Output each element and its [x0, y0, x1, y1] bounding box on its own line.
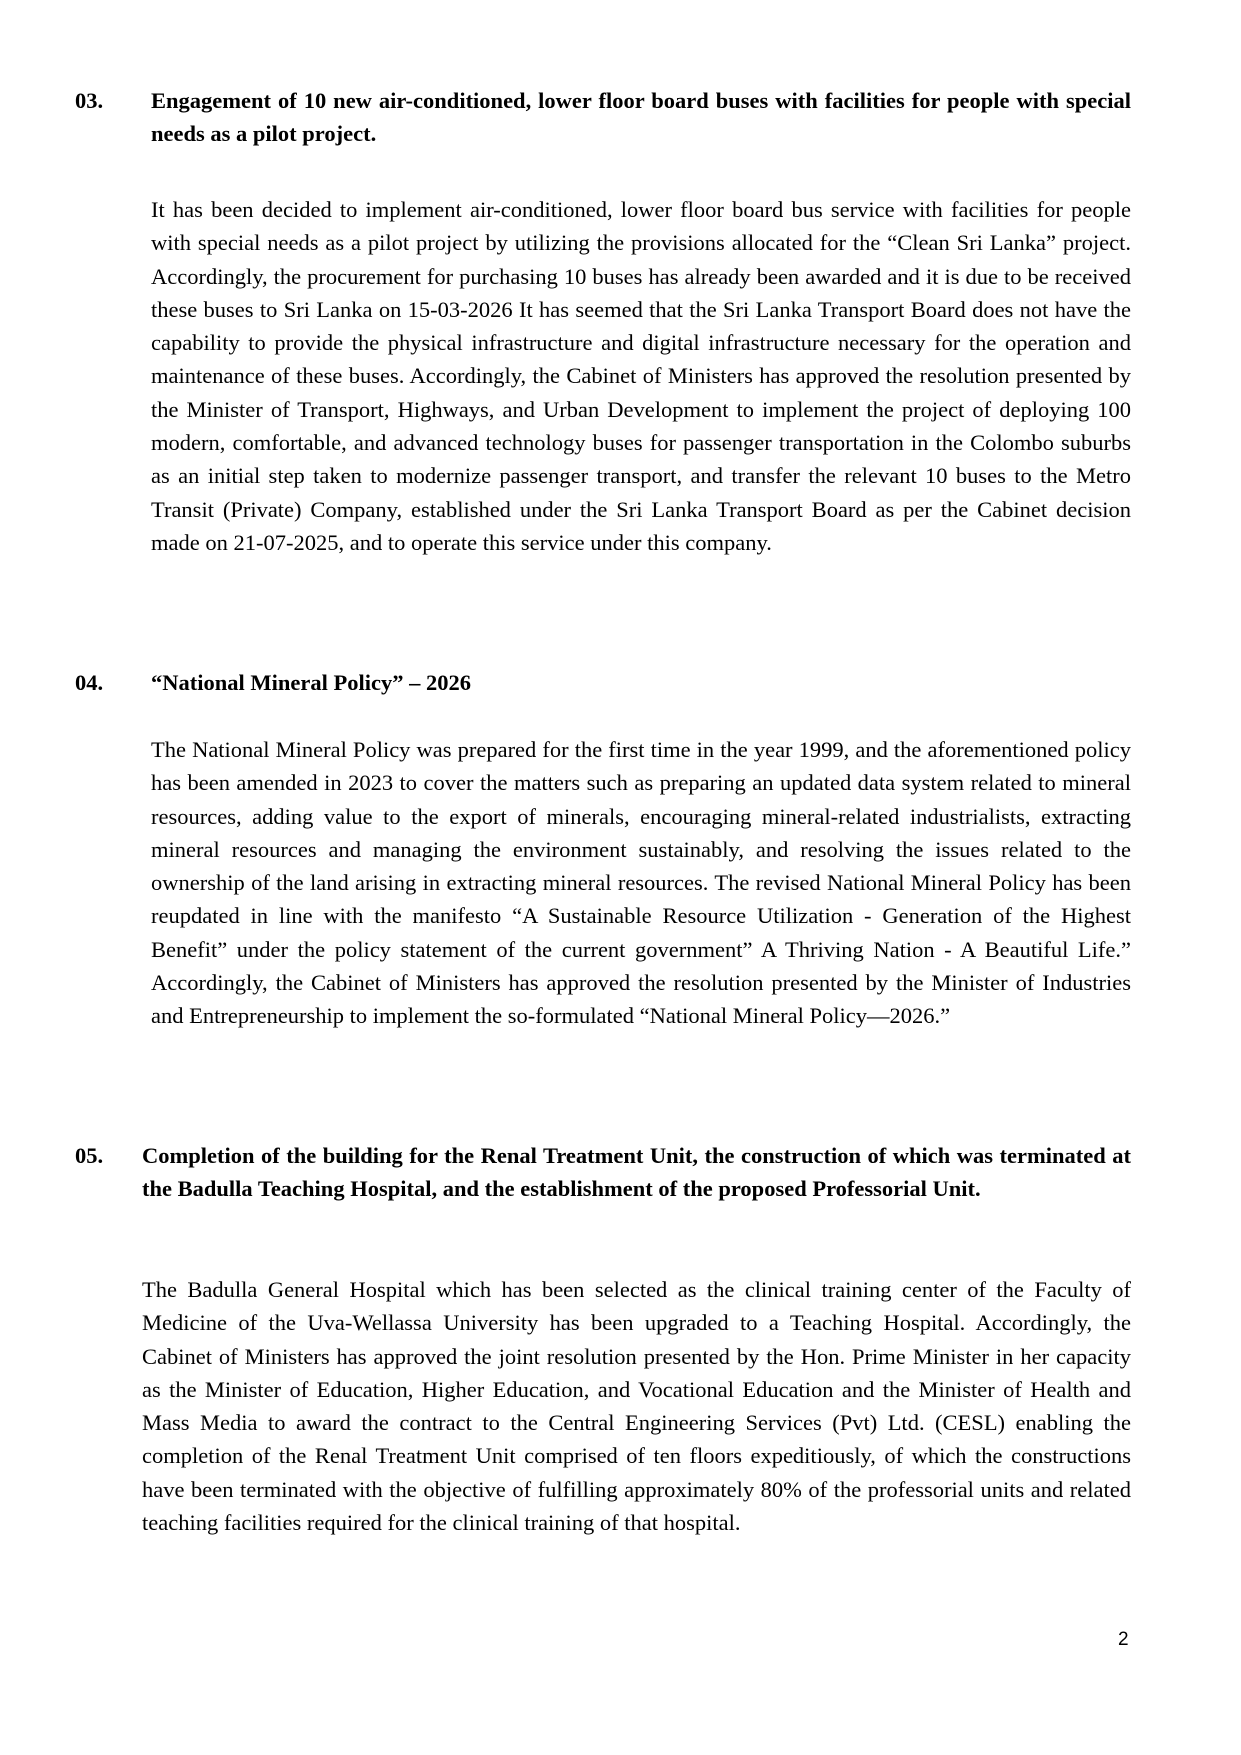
page-number: 2	[1118, 1629, 1129, 1650]
section-body: It has been decided to implement air-conditioned, lower floor board bus service with facilities for people with special needs as a pilot project by utilizing the provisions allocated for the “Clean Sri Lanka” project. Accordingly, the procurement for purchasing 10 buses has already been awarded and it is due to be received these buses to Sri Lanka on 15-03-2026 It has seemed that the Sri Lanka Transport Board does not have the capability to provide the physical infrastructure and digital infrastructure necessary for the operation and maintenance of these buses. Accordingly, the Cabinet of Ministers has approved the resolution presented by the Minister of Transport, Highways, and Urban Development to implement the project of deploying 100 modern, comfortable, and advanced technology buses for passenger transportation in the Colombo suburbs as an initial step taken to modernize passenger transport, and transfer the relevant 10 buses to the Metro Transit (Private) Company, established under the Sri Lanka Transport Board as per the Cabinet decision made on 21-07-2025, and to operate this service under this company.	[151, 197, 1131, 555]
section-heading: Completion of the building for the Renal Treatment Unit, the construction of which was terminated at the Badulla Teaching Hospital, and the establishment of the proposed Professorial Unit.	[142, 1143, 1131, 1201]
section-number: 04.	[75, 670, 104, 695]
section-heading: “National Mineral Policy” – 2026	[151, 670, 471, 695]
section-body: The Badulla General Hospital which has been selected as the clinical training center of the Faculty of Medicine of the Uva-Wellassa University has been upgraded to a Teaching Hospital. Accordingly, the Cabinet of Ministers has approved the joint resolution presented by the Hon. Prime Minister in her capacity as the Minister of Education, Higher Education, and Vocational Education and the Minister of Health and Mass Media to award the contract to the Central Engineering Services (Pvt) Ltd. (CESL) enabling the completion of the Renal Treatment Unit comprised of ten floors expeditiously, of which the constructions have been terminated with the objective of fulfilling approximately 80% of the professorial units and related teaching facilities required for the clinical training of that hospital.	[142, 1277, 1131, 1536]
section-number: 05.	[75, 1143, 104, 1168]
section-number: 03.	[75, 88, 104, 113]
section-body: The National Mineral Policy was prepared for the first time in the year 1999, and the aforementioned policy has been amended in 2023 to cover the matters such as preparing an updated data system related to mineral resources, adding value to the export of minerals, encouraging mineral-related industrialists, extracting mineral resources and managing the environment sustainably, and resolving the issues related to the ownership of the land arising in extracting mineral resources. The revised National Mineral Policy has been reupdated in line with the manifesto “A Sustainable Resource Utilization - Generation of the Highest Benefit” under the policy statement of the current government” A Thriving Nation - A Beautiful Life.” Accordingly, the Cabinet of Ministers has approved the resolution presented by the Minister of Industries and Entrepreneurship to implement the so-formulated “National Mineral Policy—2026.”	[151, 737, 1131, 1029]
section-heading: Engagement of 10 new air-conditioned, lower floor board buses with facilities for people with special needs as a pilot project.	[151, 88, 1131, 146]
